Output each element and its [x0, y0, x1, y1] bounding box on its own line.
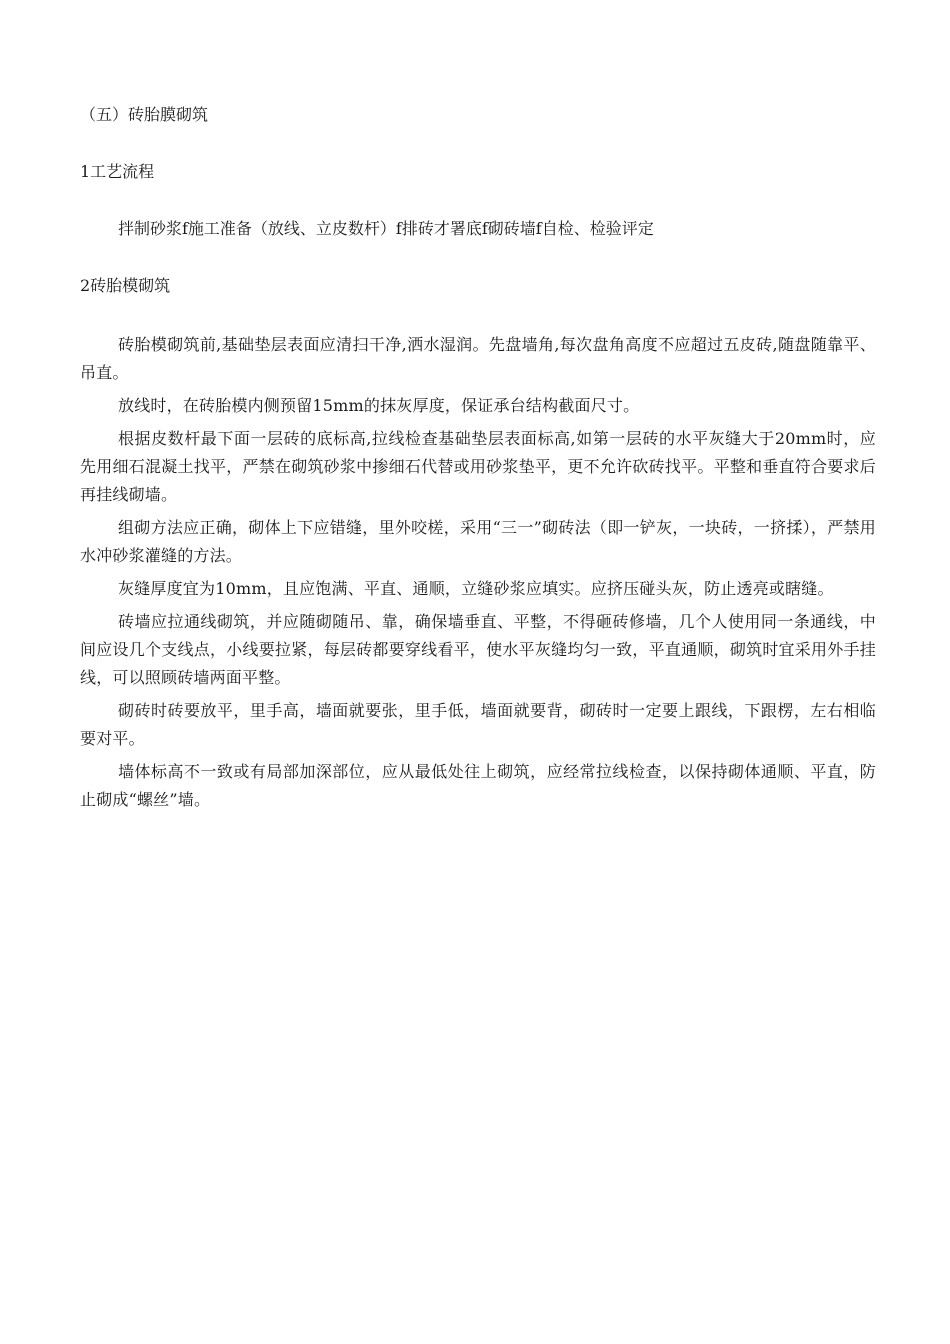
- paragraph-preparation: 砖胎模砌筑前,基础垫层表面应清扫干净,洒水湿润。先盘墙角,每次盘角高度不应超过五皮砖,随盘随靠平、吊直。: [80, 335, 876, 382]
- paragraph-layout-line: 放线时，在砖胎模内侧预留15mm的抹灰厚度，保证承台结构截面尺寸。: [118, 396, 640, 415]
- paragraph-elevation-check: 根据皮数杆最下面一层砖的底标高,拉线检查基础垫层表面标高,如第一层砖的水平灰缝大于20mm时，应先用细石混凝土找平，严禁在砌筑砂浆中掺细石代替或用砂浆垫平，更不允许砍砖找平。平整和垂直符合要求后再挂线砌墙。: [80, 429, 876, 504]
- paragraph-brick-laying: 砌砖时砖要放平，里手高，墙面就要张，里手低，墙面就要背，砌砖时一定要上跟线，下跟楞，左右相临要对平。: [80, 701, 876, 748]
- paragraph-elevation-differences: 墙体标高不一致或有局部加深部位，应从最低处往上砌筑，应经常拉线检查，以保持砌体通顺、平直，防止砌成“螺丝”墙。: [80, 762, 876, 809]
- section-title: （五）砖胎膜砌筑: [80, 105, 209, 124]
- paragraph-mortar-joints: 灰缝厚度宜为10mm，且应饱满、平直、通顺，立缝砂浆应填实。应挤压碰头灰，防止透亮或瞎缝。: [118, 579, 834, 598]
- process-flow-text: 拌制砂浆f施工准备（放线、立皮数杆）f排砖才署底f砌砖墙f自检、检验评定: [118, 219, 654, 238]
- process-heading: 1工艺流程: [80, 162, 155, 181]
- masonry-heading: 2砖胎模砌筑: [80, 276, 171, 295]
- paragraph-bonding-method: 组砌方法应正确，砌体上下应错缝，里外咬槎，采用“三一”砌砖法（即一铲灰，一块砖，一挤揉），严禁用水冲砂浆灌缝的方法。: [80, 518, 876, 565]
- paragraph-string-line: 砖墙应拉通线砌筑，并应随砌随吊、靠，确保墙垂直、平整，不得砸砖修墙，几个人使用同一条通线，中间应设几个支线点，小线要拉紧，每层砖都要穿线看平，使水平灰缝均匀一致，平直通顺，砌筑时宜采用外手挂线，可以照顾砖墙两面平整。: [80, 612, 876, 687]
- masonry-body: [80, 331, 876, 819]
